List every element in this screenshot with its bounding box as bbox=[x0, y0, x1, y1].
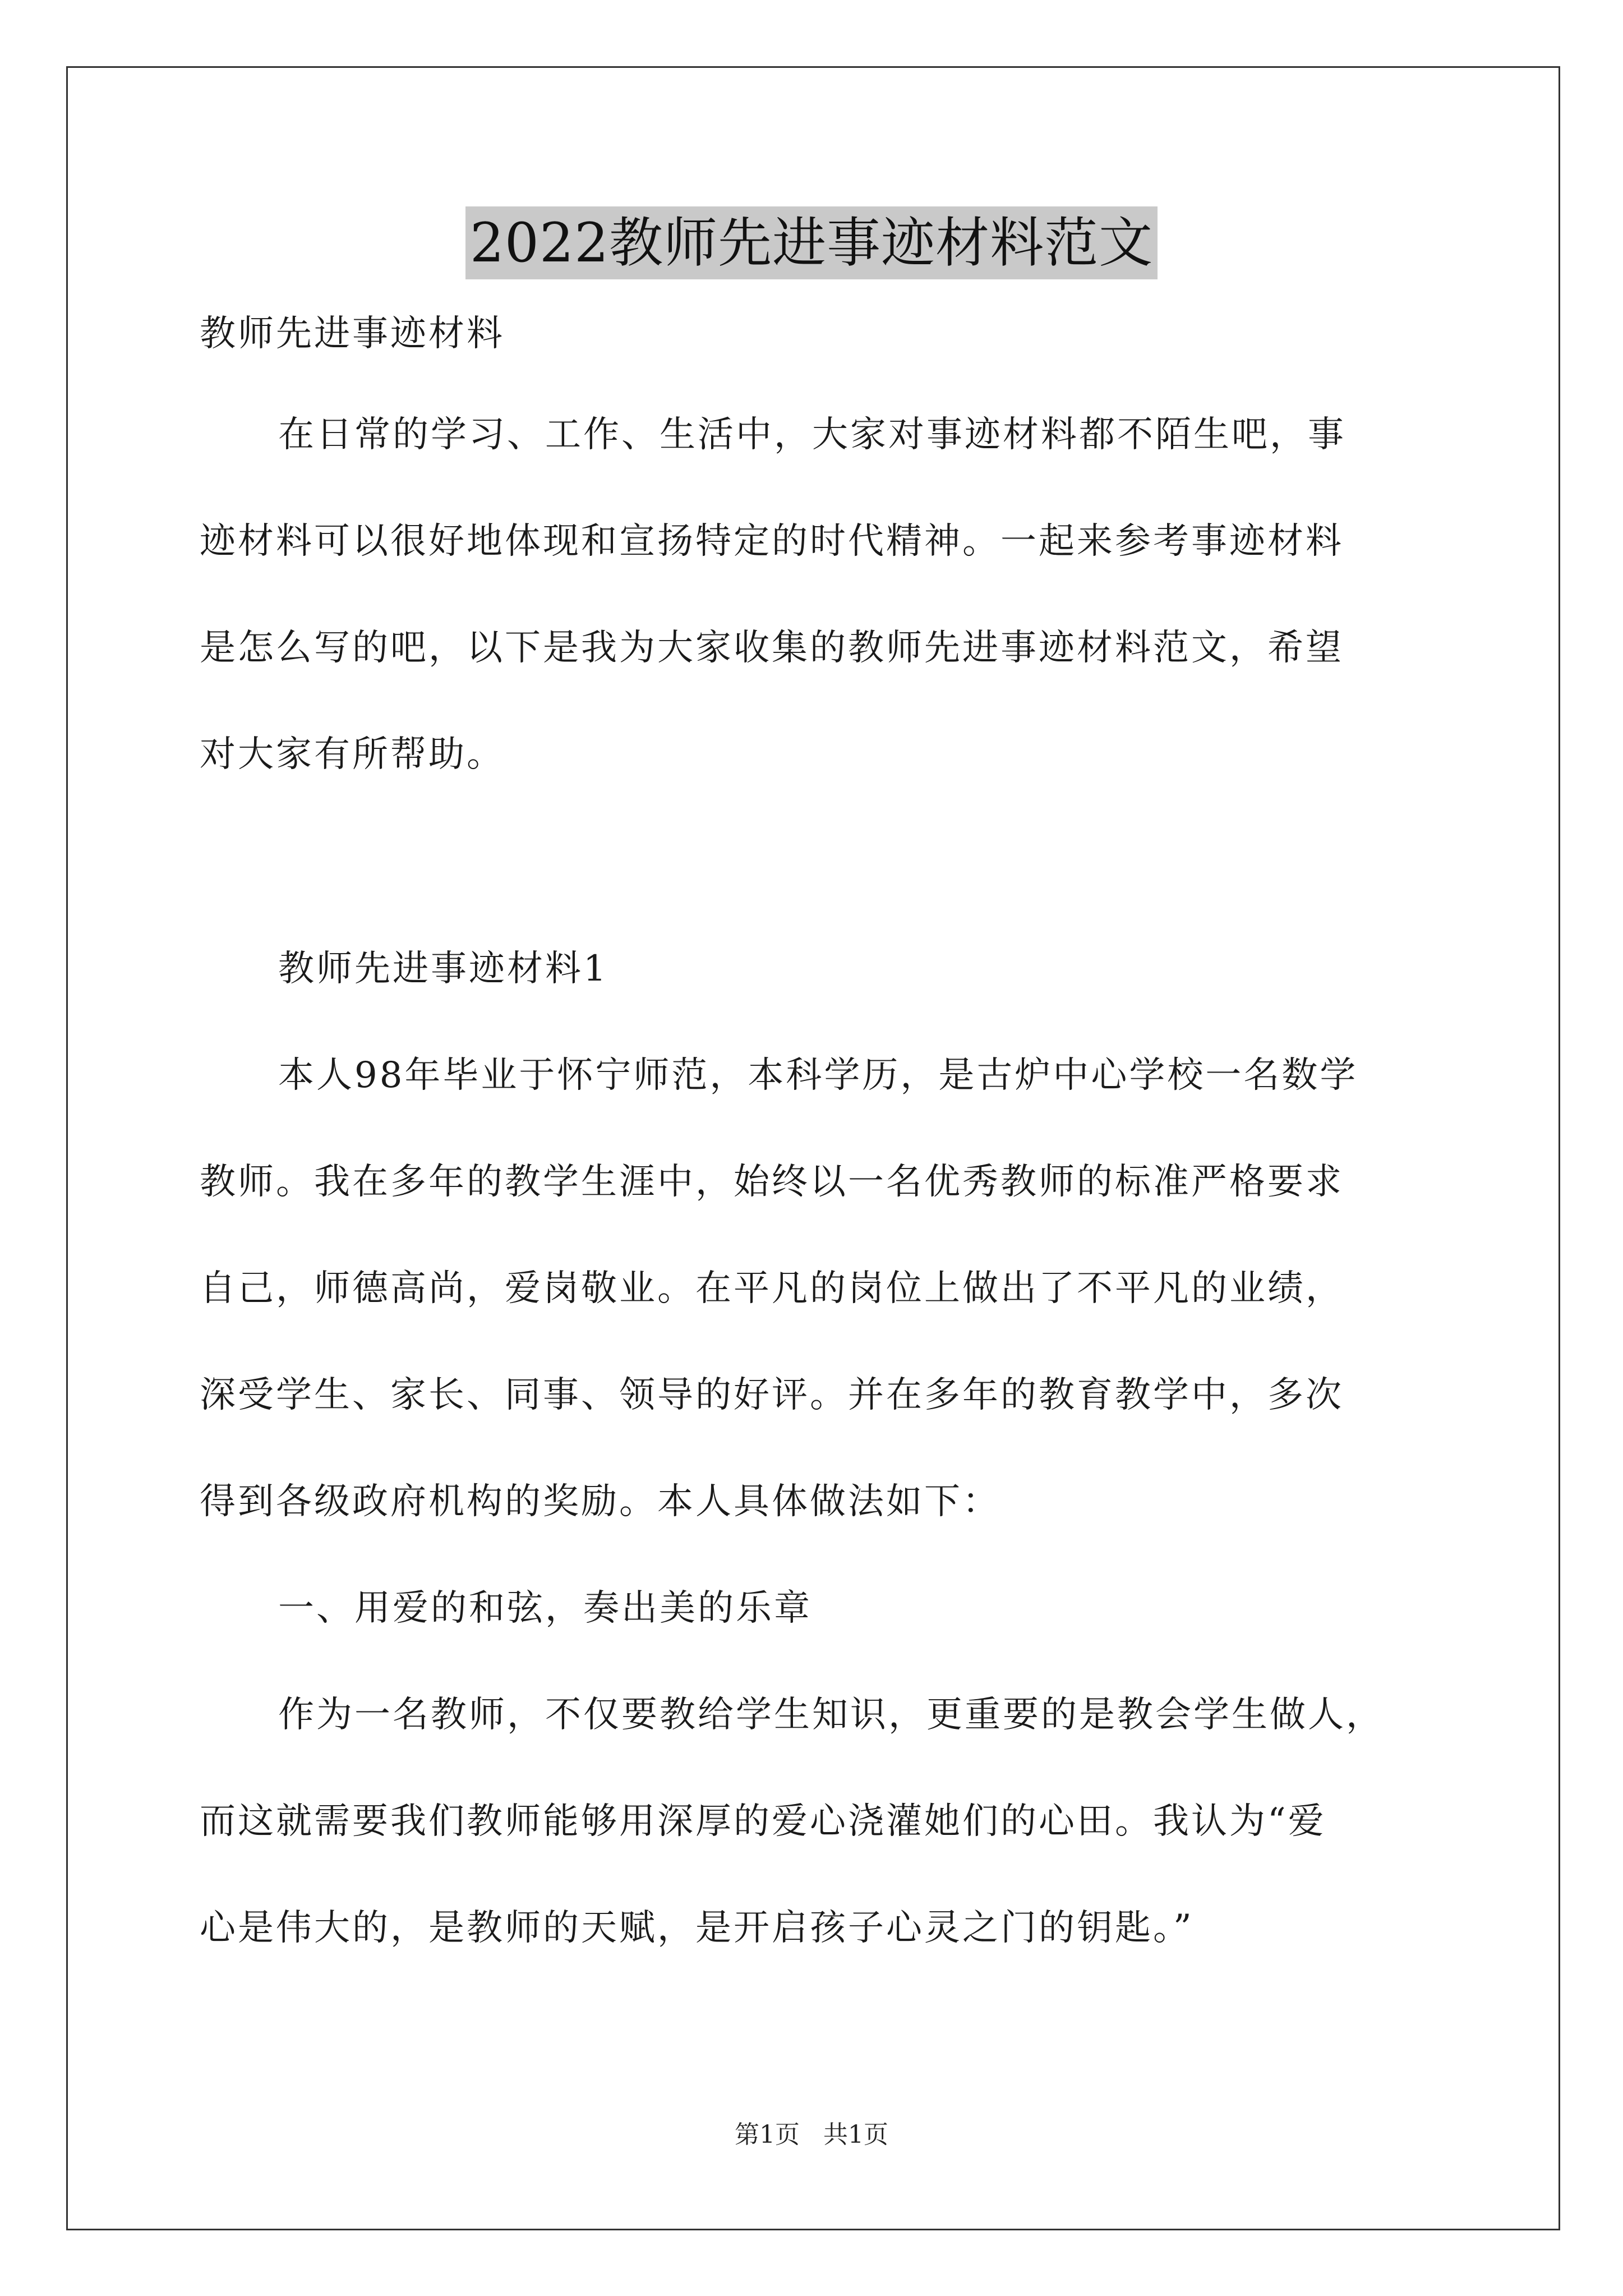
title-area bbox=[0, 206, 1623, 279]
body-line: 得到各级政府机构的奖励。本人具体做法如下： bbox=[200, 1481, 1000, 1522]
intro-line: 对大家有所帮助。 bbox=[200, 734, 505, 775]
page-number-current: 第1页 bbox=[735, 2120, 800, 2149]
subtitle: 教师先进事迹材料 bbox=[200, 313, 505, 355]
intro-line: 在日常的学习、工作、生活中，大家对事迹材料都不陌生吧，事 bbox=[278, 414, 1346, 455]
intro-line: 是怎么写的吧，以下是我为大家收集的教师先进事迹材料范文，希望 bbox=[200, 627, 1344, 669]
document-title: 2022教师先进事迹材料范文 bbox=[465, 206, 1158, 279]
point-line: 作为一名教师，不仅要教给学生知识，更重要的是教会学生做人， bbox=[278, 1694, 1384, 1736]
page-footer bbox=[0, 2119, 1623, 2151]
intro-line: 迹材料可以很好地体现和宣扬特定的时代精神。一起来参考事迹材料 bbox=[200, 521, 1344, 562]
body-line: 深受学生、家长、同事、领导的好评。并在多年的教育教学中，多次 bbox=[200, 1374, 1344, 1416]
point-line: 而这就需要我们教师能够用深厚的爱心浇灌她们的心田。我认为“爱 bbox=[200, 1801, 1326, 1842]
body-paragraph bbox=[200, 1056, 1428, 1521]
page-number-total: 共1页 bbox=[823, 2120, 888, 2149]
document-body bbox=[200, 314, 1428, 1948]
intro-paragraph bbox=[200, 415, 1428, 774]
point-heading: 一、用爱的和弦，奏出美的乐章 bbox=[278, 1588, 812, 1629]
point-line: 心是伟大的，是教师的天赋，是开启孩子心灵之门的钥匙。” bbox=[200, 1907, 1194, 1949]
point-paragraph bbox=[200, 1695, 1428, 1948]
section-heading: 教师先进事迹材料1 bbox=[278, 948, 608, 990]
body-line: 自己，师德高尚，爱岗敬业。在平凡的岗位上做出了不平凡的业绩， bbox=[200, 1268, 1344, 1309]
body-line: 教师。我在多年的教学生涯中，始终以一名优秀教师的标准严格要求 bbox=[200, 1161, 1344, 1203]
body-line: 本人98年毕业于怀宁师范，本科学历，是古炉中心学校一名数学 bbox=[278, 1055, 1358, 1096]
